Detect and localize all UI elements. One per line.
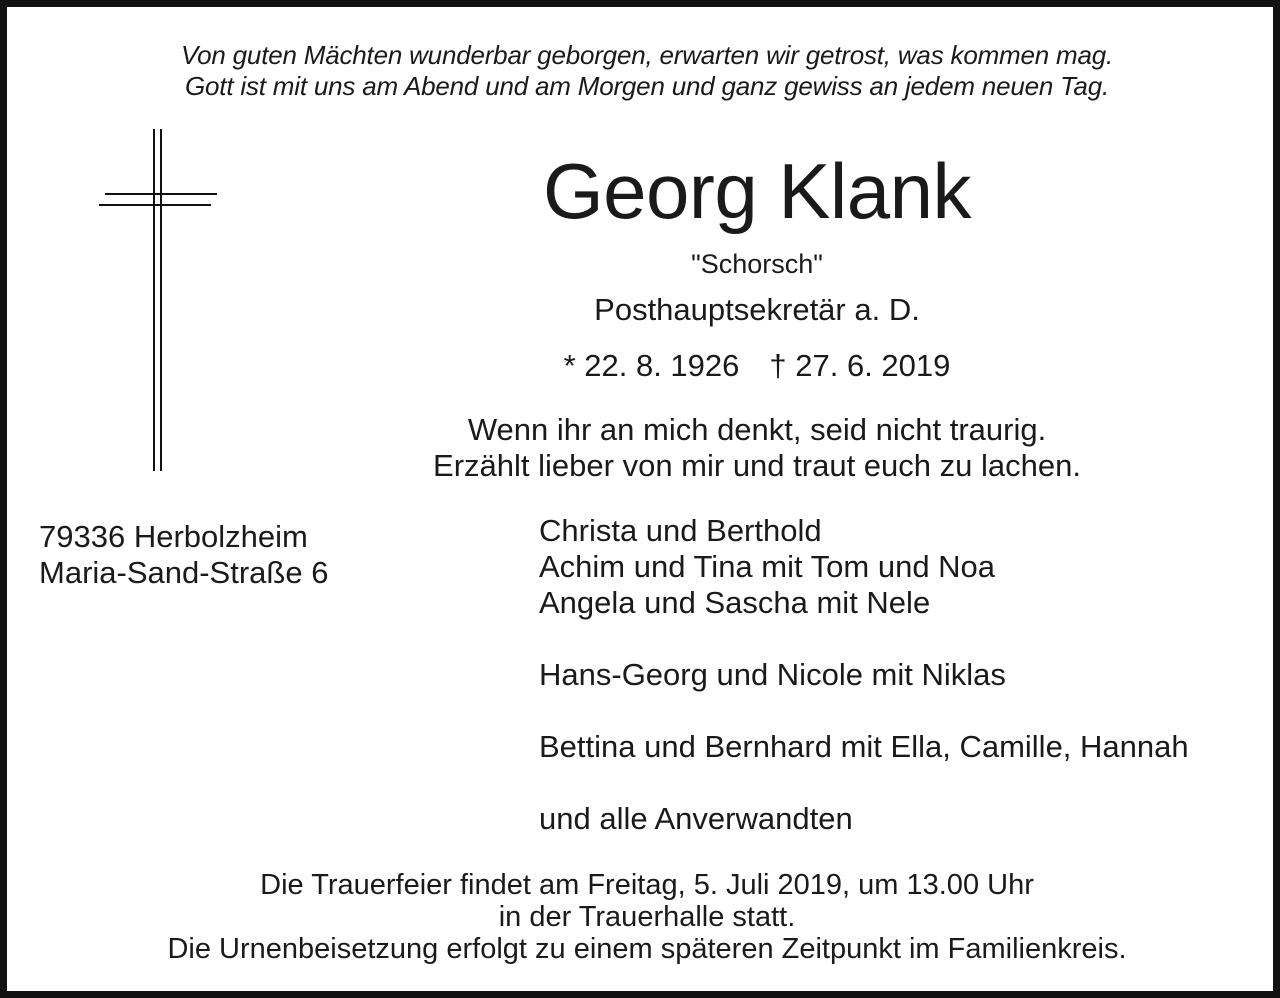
mourner-entry: Christa und Berthold <box>539 513 822 548</box>
cross-icon <box>97 127 221 473</box>
verse-line-2: Erzählt lieber von mir und traut euch zu lachen. <box>433 448 1081 483</box>
funeral-info-line-3: Die Urnenbeisetzung erfolgt zu einem späteren Zeitpunkt im Familienkreis. <box>167 933 1127 965</box>
deceased-name: Georg Klank <box>542 147 972 235</box>
deceased-title: Posthauptsekretär a. D. <box>594 292 920 327</box>
verse-line-1: Wenn ihr an mich denkt, seid nicht traurig. <box>467 412 1047 447</box>
funeral-info-line-1: Die Trauerfeier findet am Freitag, 5. Juli 2019, um 13.00 Uhr <box>260 869 1034 901</box>
mourner-entry: Achim und Tina mit Tom und Noa <box>539 549 996 584</box>
funeral-info-line-2: in der Trauerhalle statt. <box>498 901 796 933</box>
birth-date: * 22. 8. 1926 <box>563 348 740 383</box>
mourner-entry: Hans-Georg und Nicole mit Niklas <box>539 657 1006 692</box>
motto-line-1: Von guten Mächten wunderbar geborgen, erwarten wir getrost, was kommen mag. <box>180 40 1114 70</box>
death-date: † 27. 6. 2019 <box>769 348 951 383</box>
address-city: 79336 Herbolzheim <box>39 519 308 554</box>
life-dates <box>517 346 997 386</box>
funeral-information <box>7 869 1280 965</box>
mourner-entry: Bettina und Bernhard mit Ella, Camille, Hannah <box>539 729 1189 764</box>
motto-verse <box>7 40 1280 102</box>
deceased-nickname: "Schorsch" <box>691 249 823 279</box>
mourners-closing: und alle Anverwandten <box>539 801 853 836</box>
mourners-list <box>539 513 1189 837</box>
mourner-entry: Angela und Sascha mit Nele <box>539 585 931 620</box>
address-street: Maria-Sand-Straße 6 <box>39 555 329 590</box>
memorial-verse <box>307 412 1207 484</box>
family-address <box>39 519 328 591</box>
motto-line-2: Gott ist mit uns am Abend und am Morgen und ganz gewiss an jedem neuen Tag. <box>185 71 1109 101</box>
